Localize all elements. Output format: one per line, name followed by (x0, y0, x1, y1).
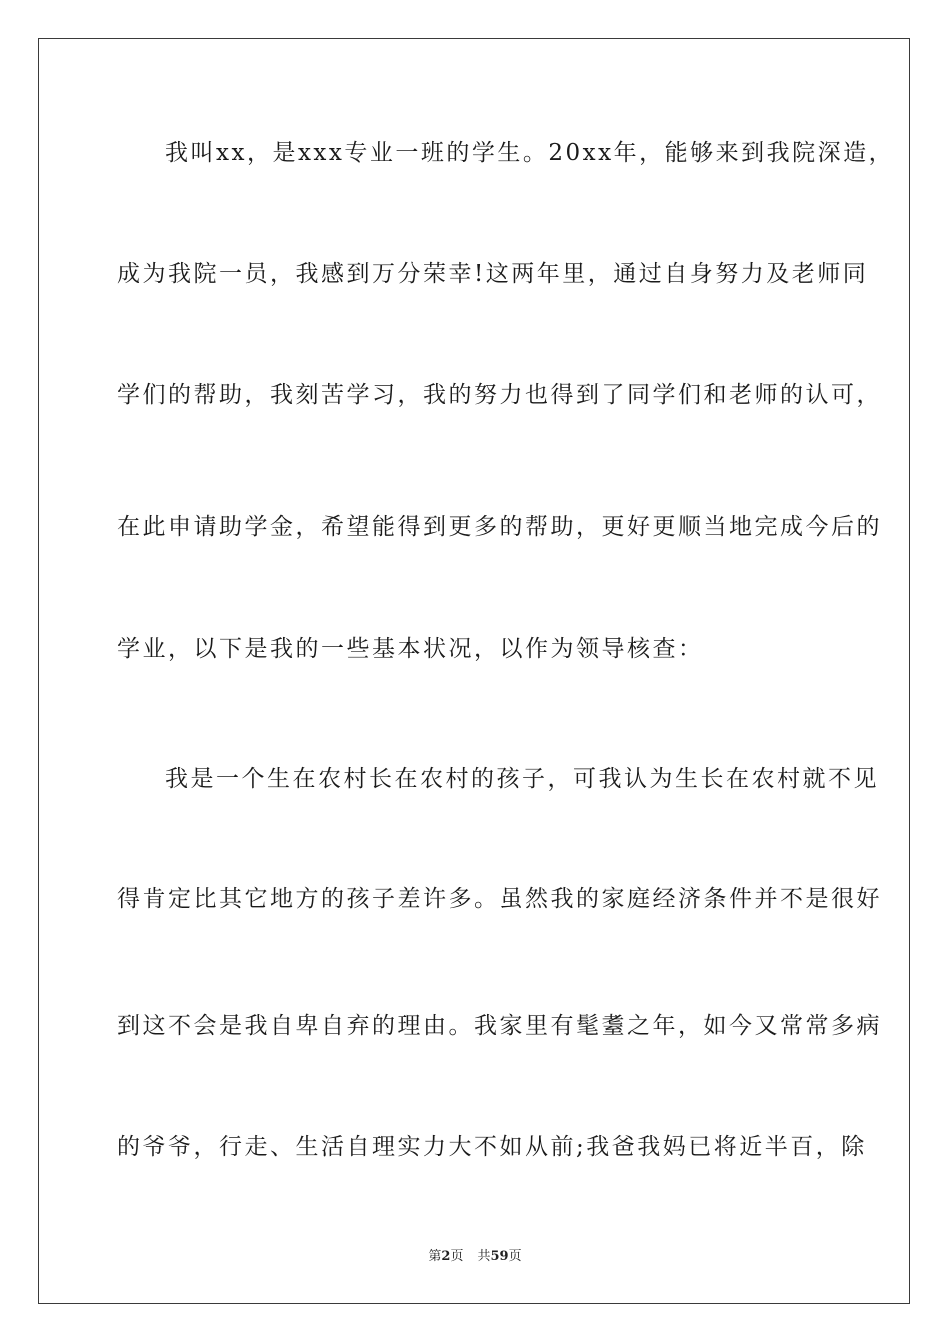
page-border (38, 38, 910, 1304)
footer-page-prefix: 第 (428, 1249, 442, 1264)
paragraph-2-line-3: 到这不会是我自卑自弃的理由。我家里有髦耋之年，如今又常常多病 (117, 1013, 882, 1039)
footer-total-suffix: 页 (508, 1249, 522, 1264)
paragraph-2-line-1: 我是一个生在农村长在农村的孩子，可我认为生长在农村就不见 (165, 766, 879, 792)
paragraph-2-line-2: 得肯定比其它地方的孩子差许多。虽然我的家庭经济条件并不是很好 (117, 886, 882, 912)
paragraph-2-line-4: 的爷爷，行走、生活自理实力大不如从前;我爸我妈已将近半百，除 (117, 1134, 867, 1160)
paragraph-1-line-1: 我叫xx，是xxx专业一班的学生。20xx年，能够来到我院深造， (165, 140, 895, 166)
paragraph-1-line-4: 在此申请助学金，希望能得到更多的帮助，更好更顺当地完成今后的 (117, 514, 882, 540)
footer-total-prefix: 共 (477, 1249, 491, 1264)
footer-total-number: 59 (490, 1249, 509, 1264)
footer-page-number: 2 (441, 1249, 451, 1264)
page-footer (0, 1248, 950, 1266)
paragraph-1-line-5: 学业，以下是我的一些基本状况，以作为领导核查： (117, 636, 704, 662)
paragraph-1-line-2: 成为我院一员，我感到万分荣幸!这两年里，通过自身努力及老师同 (117, 261, 869, 287)
footer-page-suffix: 页 (450, 1249, 464, 1264)
paragraph-1-line-3: 学们的帮助，我刻苦学习，我的努力也得到了同学们和老师的认可， (117, 382, 882, 408)
